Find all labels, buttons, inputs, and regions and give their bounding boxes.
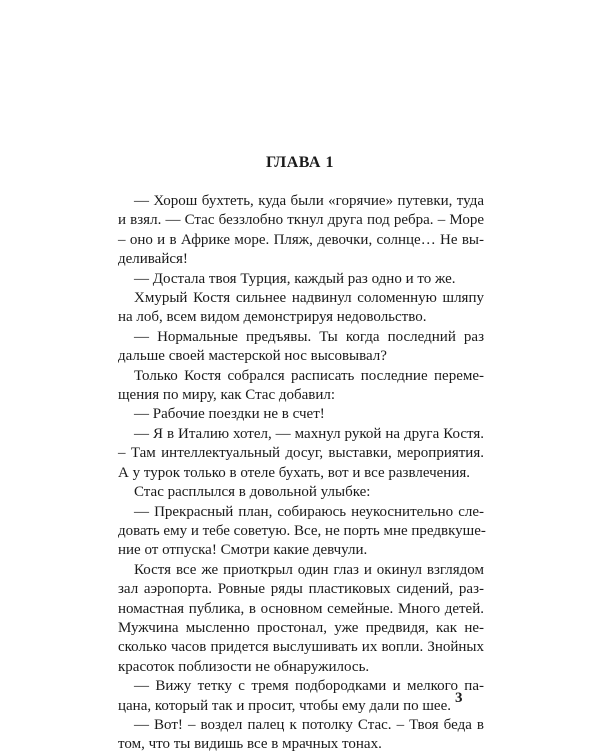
text-line: – Там интеллектуальный досуг, выставки, мероприятия. <box>118 445 484 462</box>
text-line: том, что ты видишь все в мрачных тонах. <box>118 736 382 753</box>
text-line: — Нормальные предъявы. Ты когда последний раз <box>134 328 484 345</box>
text-line: Мужчина мысленно простонал, уже предвидя, как не- <box>118 619 484 636</box>
text-line: — Достала твоя Турция, каждый раз одно и то же. <box>134 270 456 287</box>
text-line: Костя все же приоткрыл один глаз и окинул взглядом <box>134 561 484 578</box>
text-line: номастная публика, в основном семейные. Много детей. <box>118 600 484 617</box>
text-line: Только Костя собрался расписать последние переме- <box>134 367 484 384</box>
text-line: — Вижу тетку с тремя подбородками и мелкого па- <box>134 678 484 695</box>
text-line: довать ему и тебе советую. Все, не порть мне предвкуше- <box>118 522 486 539</box>
text-line: дальше своей мастерской нос высовывал? <box>118 348 387 365</box>
text-line: ние от отпуска! Смотри какие девчули. <box>118 542 368 559</box>
text-line: на лоб, всем видом демонстрируя недовольство. <box>118 309 427 326</box>
text-line: сколько часов придется выслушивать их вопли. Знойных <box>118 639 484 656</box>
text-line: щения по миру, как Стас добавил: <box>118 387 336 404</box>
text-line: – оно и в Африке море. Пляж, девочки, солнце… Не вы- <box>118 231 484 248</box>
text-line: — Рабочие поездки не в счет! <box>134 406 325 423</box>
text-line: цана, который так и просит, чтобы ему дали по шее. <box>118 697 451 714</box>
text-line: — Прекрасный план, собираюсь неукоснительно сле- <box>134 503 484 520</box>
text-line: — Хорош бухтеть, куда были «горячие» путевки, туда <box>134 193 484 209</box>
body-text <box>118 192 484 755</box>
text-line: красоток поблизости не обнаружилось. <box>118 658 370 675</box>
text-line: — Вот! – воздел палец к потолку Стас. – Твоя беда в <box>134 716 484 733</box>
text-line: А у турок только в отеле бухать, вот и все развлечения. <box>118 464 471 481</box>
page-number: 3 <box>455 690 463 706</box>
text-line: и взял. — Стас беззлобно ткнул друга под ребра. – Море <box>118 212 484 229</box>
chapter-title: ГЛАВА 1 <box>266 154 334 171</box>
text-line: Стас расплылся в довольной улыбке: <box>134 484 371 501</box>
text-line: деливайся! <box>118 251 188 268</box>
text-line: Хмурый Костя сильнее надвинул соломенную шляпу <box>134 290 484 307</box>
text-line: — Я в Италию хотел, — махнул рукой на друга Костя. <box>134 425 484 442</box>
text-line: зал аэропорта. Ровные ряды пластиковых сидений, раз- <box>118 581 484 598</box>
